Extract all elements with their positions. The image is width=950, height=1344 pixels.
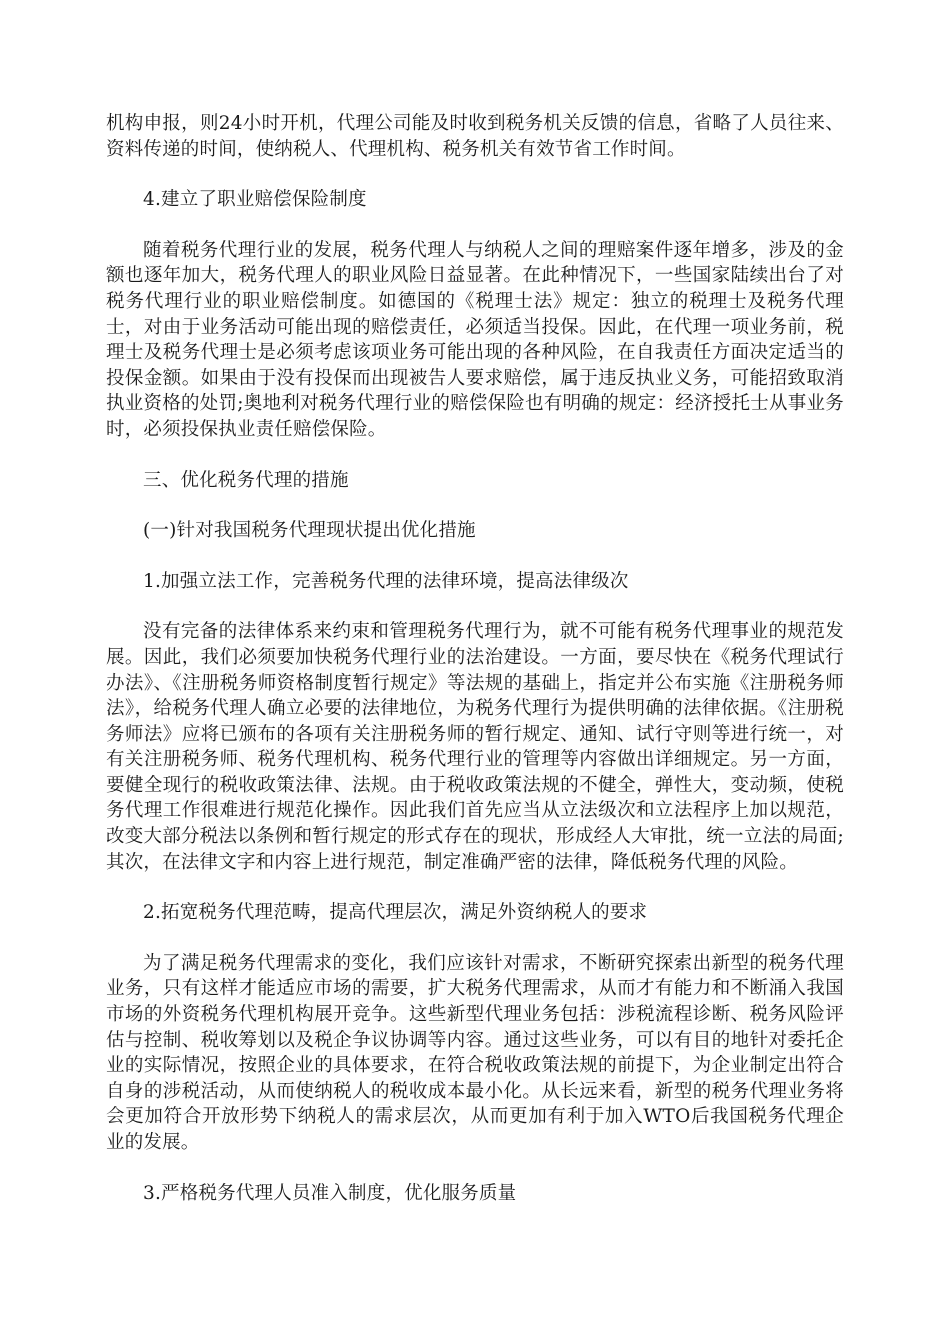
section-heading-4: 4.建立了职业赔偿保险制度 (143, 189, 367, 211)
document-page (106, 111, 844, 1231)
paragraph-scope: 为了满足税务代理需求的变化，我们应该针对需求，不断研究探索出新型的税务代理业务，只有这样才能适应市场的需要，扩大税务代理需求，从而才有能力和不断涌入我国市场的外资税务代理机构展开竞争。这些新型代理业务包括：涉税流程诊断、税务风险评估与控制、税收筹划以及税企争议协调等内容。通过这些业务，可以有目的地针对委托企业的实际情况，按照企业的具体要求，在符合税收政策法规的前提下，为企业制定出符合自身的涉税活动，从而使纳税人的税收成本最小化。从长远来看，新型的税务代理业务将会更加符合开放形势下纳税人的需求层次，从而更加有利于加入WTO后我国税务代理企业的发展。 (106, 952, 844, 1153)
paragraph-continuation: 机构申报，则24小时开机，代理公司能及时收到税务机关反馈的信息，省略了人员往来、资料传递的时间，使纳税人、代理机构、税务机关有效节省工作时间。 (106, 113, 844, 160)
item-heading-2: 2.拓宽税务代理范畴，提高代理层次，满足外资纳税人的要求 (143, 902, 648, 924)
item-heading-1: 1.加强立法工作，完善税务代理的法律环境，提高法律级次 (143, 570, 629, 592)
paragraph-legislation: 没有完备的法律体系来约束和管理税务代理行为，就不可能有税务代理事业的规范发展。因此，我们必须要加快税务代理行业的法治建设。一方面，要尽快在《税务代理试行办法》、《注册税务师资格制度暂行规定》等法规的基础上，指定并公布实施《注册税务师法》，给税务代理人确立必要的法律地位，为税务代理行为提供明确的法律依据。《注册税务师法》应将已颁布的各项有关注册税务师的暂行规定、通知、试行守则等进行统一，对有关注册税务师、税务代理机构、税务代理行业的管理等内容做出详细规定。另一方面，要健全现行的税收政策法律、法规。由于税收政策法规的不健全，弹性大，变动频，使税务代理工作很难进行规范化操作。因此我们首先应当从立法级次和立法程序上加以规范，改变大部分税法以条例和暂行规定的形式存在的现状，形成经人大审批，统一立法的局面;其次，在法律文字和内容上进行规范，制定准确严密的法律，降低税务代理的风险。 (106, 621, 844, 873)
item-heading-3: 3.严格税务代理人员准入制度，优化服务质量 (143, 1182, 517, 1204)
paragraph-insurance: 随着税务代理行业的发展，税务代理人与纳税人之间的理赔案件逐年增多，涉及的金额也逐年加大，税务代理人的职业风险日益显著。在此种情况下，一些国家陆续出台了对税务代理行业的职业赔偿制度。如德国的《税理士法》规定：独立的税理士及税务代理士，对由于业务活动可能出现的赔偿责任，必须适当投保。因此，在代理一项业务前，税理士及税务代理士是必须考虑该项业务可能出现的各种风险，在自我责任方面决定适当的投保金额。如果由于没有投保而出现被告人要求赔偿，属于违反执业义务，可能招致取消执业资格的处罚;奥地利对税务代理行业的赔偿保险也有明确的规定：经济授托士从事业务时，必须投保执业责任赔偿保险。 (106, 239, 844, 440)
subsection-heading-one: (一)针对我国税务代理现状提出优化措施 (143, 520, 476, 542)
section-heading-three: 三、优化税务代理的措施 (143, 469, 349, 491)
